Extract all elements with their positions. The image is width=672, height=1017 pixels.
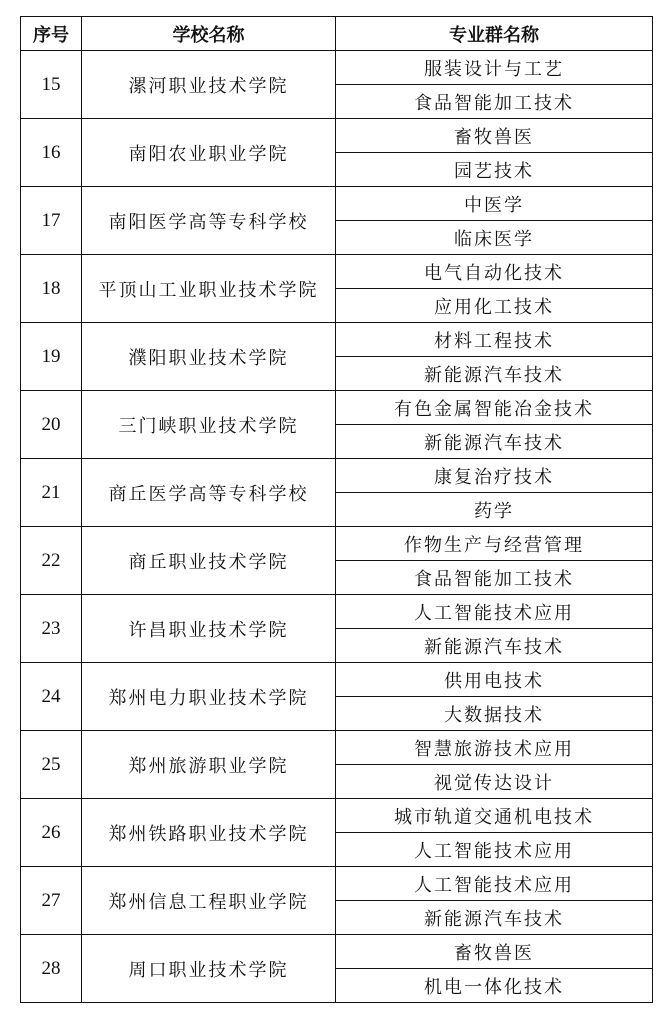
school-name-cell: 郑州信息工程职业学院 <box>82 867 336 935</box>
major-group-cell: 中医学 <box>336 187 653 221</box>
row-seq-cell: 17 <box>21 187 82 255</box>
header-seq: 序号 <box>21 17 82 51</box>
major-group-cell: 药学 <box>336 493 653 527</box>
row-seq-cell: 24 <box>21 663 82 731</box>
major-group-cell: 人工智能技术应用 <box>336 833 653 867</box>
school-majors-table <box>20 16 653 1003</box>
row-seq-cell: 20 <box>21 391 82 459</box>
table-row <box>21 459 653 493</box>
header-major-group: 专业群名称 <box>336 17 653 51</box>
school-name-cell: 许昌职业技术学院 <box>82 595 336 663</box>
table-row <box>21 323 653 357</box>
major-group-cell: 材料工程技术 <box>336 323 653 357</box>
table-row <box>21 799 653 833</box>
row-seq-cell: 19 <box>21 323 82 391</box>
school-name-cell: 郑州旅游职业学院 <box>82 731 336 799</box>
row-seq-cell: 15 <box>21 51 82 119</box>
major-group-cell: 康复治疗技术 <box>336 459 653 493</box>
school-name-cell: 商丘医学高等专科学校 <box>82 459 336 527</box>
table-row <box>21 595 653 629</box>
row-seq-cell: 22 <box>21 527 82 595</box>
major-group-cell: 人工智能技术应用 <box>336 595 653 629</box>
major-group-cell: 电气自动化技术 <box>336 255 653 289</box>
major-group-cell: 供用电技术 <box>336 663 653 697</box>
table-row <box>21 391 653 425</box>
major-group-cell: 人工智能技术应用 <box>336 867 653 901</box>
major-group-cell: 临床医学 <box>336 221 653 255</box>
table-row <box>21 119 653 153</box>
major-group-cell: 视觉传达设计 <box>336 765 653 799</box>
header-school-name: 学校名称 <box>82 17 336 51</box>
table-row <box>21 731 653 765</box>
major-group-cell: 智慧旅游技术应用 <box>336 731 653 765</box>
major-group-cell: 作物生产与经营管理 <box>336 527 653 561</box>
table-row <box>21 527 653 561</box>
header-row <box>21 17 653 51</box>
row-seq-cell: 27 <box>21 867 82 935</box>
row-seq-cell: 18 <box>21 255 82 323</box>
school-name-cell: 漯河职业技术学院 <box>82 51 336 119</box>
school-name-cell: 濮阳职业技术学院 <box>82 323 336 391</box>
major-group-cell: 有色金属智能冶金技术 <box>336 391 653 425</box>
school-name-cell: 周口职业技术学院 <box>82 935 336 1003</box>
major-group-cell: 畜牧兽医 <box>336 935 653 969</box>
major-group-cell: 城市轨道交通机电技术 <box>336 799 653 833</box>
major-group-cell: 食品智能加工技术 <box>336 85 653 119</box>
table-row <box>21 935 653 969</box>
row-seq-cell: 25 <box>21 731 82 799</box>
table-body <box>21 51 653 1003</box>
major-group-cell: 服装设计与工艺 <box>336 51 653 85</box>
major-group-cell: 大数据技术 <box>336 697 653 731</box>
row-seq-cell: 26 <box>21 799 82 867</box>
table-row <box>21 255 653 289</box>
major-group-cell: 新能源汽车技术 <box>336 901 653 935</box>
school-name-cell: 商丘职业技术学院 <box>82 527 336 595</box>
row-seq-cell: 28 <box>21 935 82 1003</box>
major-group-cell: 应用化工技术 <box>336 289 653 323</box>
major-group-cell: 机电一体化技术 <box>336 969 653 1003</box>
table-header <box>21 17 653 51</box>
major-group-cell: 畜牧兽医 <box>336 119 653 153</box>
major-group-cell: 新能源汽车技术 <box>336 357 653 391</box>
table-row <box>21 867 653 901</box>
school-name-cell: 南阳农业职业学院 <box>82 119 336 187</box>
row-seq-cell: 16 <box>21 119 82 187</box>
school-name-cell: 平顶山工业职业技术学院 <box>82 255 336 323</box>
major-group-cell: 新能源汽车技术 <box>336 629 653 663</box>
table-row <box>21 187 653 221</box>
major-group-cell: 新能源汽车技术 <box>336 425 653 459</box>
table-row <box>21 663 653 697</box>
school-name-cell: 南阳医学高等专科学校 <box>82 187 336 255</box>
row-seq-cell: 21 <box>21 459 82 527</box>
school-name-cell: 三门峡职业技术学院 <box>82 391 336 459</box>
school-name-cell: 郑州铁路职业技术学院 <box>82 799 336 867</box>
school-name-cell: 郑州电力职业技术学院 <box>82 663 336 731</box>
table-row <box>21 51 653 85</box>
major-group-cell: 园艺技术 <box>336 153 653 187</box>
major-group-cell: 食品智能加工技术 <box>336 561 653 595</box>
row-seq-cell: 23 <box>21 595 82 663</box>
